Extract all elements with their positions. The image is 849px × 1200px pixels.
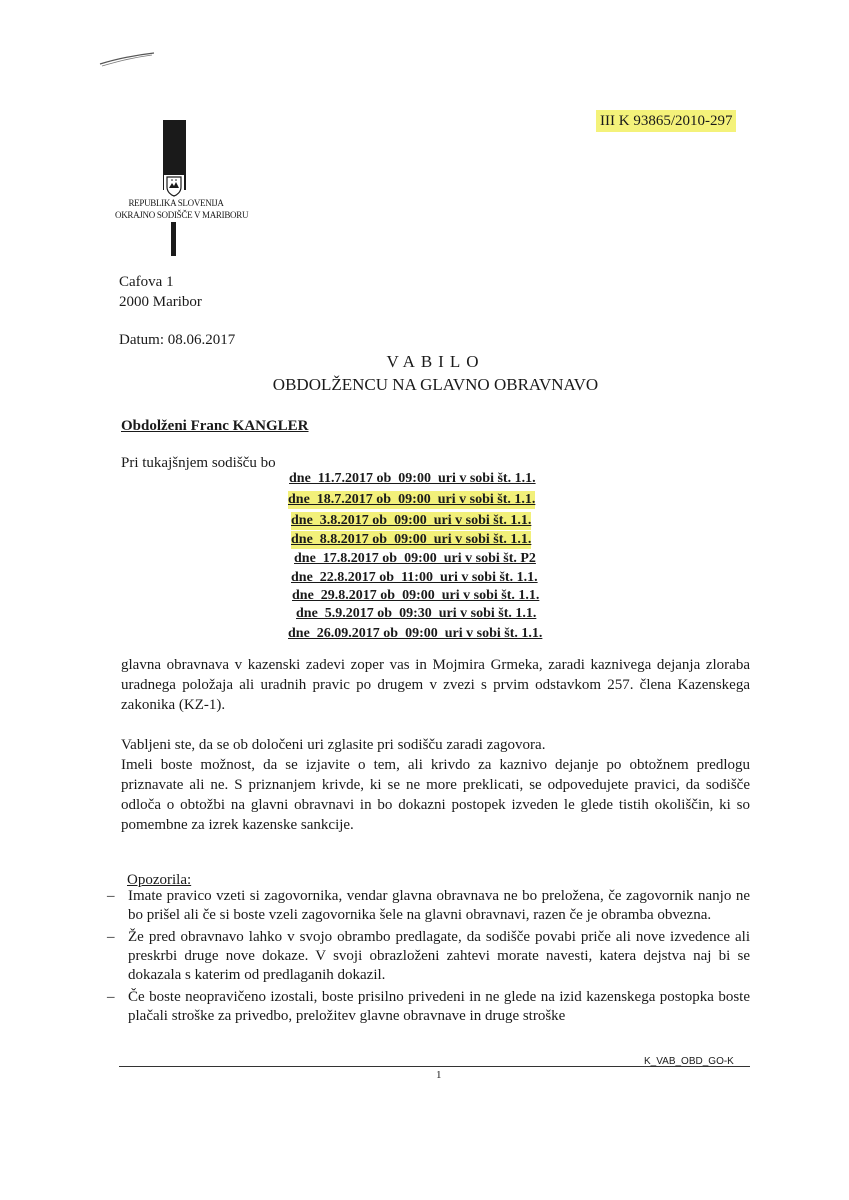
institution-line-2: OKRAJNO SODIŠČE V MARIBORU: [115, 210, 249, 220]
paragraph-charge-text: glavna obravnava v kazenski zadevi zoper vas in Mojmira Grmeka, zaradi kaznivega dejanja zloraba uradnega položaja ali uradnih pravic po drugem v zvezi s prvim odstavkom 257. člena Kazenskega zakonika (KZ-1).: [121, 657, 750, 713]
list-dash: –: [107, 888, 115, 904]
warning-item: [107, 988, 750, 1026]
hearing-entry-2: dne 18.7.2017 ob 09:00 uri v sobi št. 1.1.: [288, 492, 536, 507]
pen-stroke-mark: [98, 50, 158, 70]
document-date: Datum: 08.06.2017: [119, 332, 236, 348]
warning-item: [107, 887, 750, 925]
lead-sentence: Pri tukajšnjem sodišču bo: [121, 455, 276, 471]
hearing-entry-4: dne 8.8.2017 ob 09:00 uri v sobi št. 1.1.: [291, 532, 532, 547]
page-number: 1: [436, 1069, 442, 1081]
hearing-entry-9: dne 26.09.2017 ob 09:00 uri v sobi št. 1.1.: [288, 626, 543, 641]
address-city: 2000 Maribor: [119, 294, 202, 310]
title-line-1: VABILO: [386, 352, 485, 371]
hearing-entry-5: dne 17.8.2017 ob 09:00 uri v sobi št. P2: [294, 551, 536, 566]
paragraph-charge: [121, 655, 750, 715]
paragraph-plea-text: Imeli boste možnost, da se izjavite o tem, ali krivdo za kaznivo dejanje po obtožnem predlogu priznavate ali ne. S priznanjem krivde, ki se ne more preklicati, se odpovedujete pravici, da sodišče odloča o obtožbi na glavni obravnavi in bo dokazni postopek izveden le glede tistih okoliščin, ki so pomembne za izrek kazenske sankcije.: [121, 757, 750, 833]
paragraph-summons-text: Vabljeni ste, da se ob določeni uri zglasite pri sodišču zaradi zagovora.: [121, 737, 546, 753]
document-code: K_VAB_OBD_GO-K: [644, 1056, 734, 1067]
hearing-entry-7: dne 29.8.2017 ob 09:00 uri v sobi št. 1.1.: [292, 588, 540, 603]
warning-item: [107, 928, 750, 985]
court-logo-bar-lower: [171, 222, 176, 256]
court-address: [119, 272, 202, 312]
paragraph-summons: [121, 735, 750, 835]
warning-text: Že pred obravnavo lahko v svojo obrambo predlagate, da sodišče povabi priče ali nove izvedence ali preskrbi druge nove dokaze. V svoji obrazloženi zahtevi morate navesti, katera dejstva naj bi se dokazala s katerim od predlaganih dokazil.: [128, 929, 750, 983]
defendant-name: Obdolženi Franc KANGLER: [121, 418, 309, 434]
list-dash: –: [107, 989, 115, 1005]
hearing-entry-3: dne 3.8.2017 ob 09:00 uri v sobi št. 1.1.: [291, 513, 532, 528]
slovenia-crest-icon: [164, 175, 184, 197]
institution-line-1: REPUBLIKA SLOVENIJA: [128, 198, 224, 208]
hearing-entry-6: dne 22.8.2017 ob 11:00 uri v sobi št. 1.1.: [291, 570, 538, 585]
case-number: III K 93865/2010-297: [596, 110, 736, 132]
address-street: Cafova 1: [119, 274, 174, 290]
title-line-2: OBDOLŽENCU NA GLAVNO OBRAVNAVO: [272, 375, 599, 394]
document-title: [0, 350, 849, 396]
list-dash: –: [107, 929, 115, 945]
warnings-heading: Opozorila:: [127, 872, 192, 888]
institution-name: [115, 197, 249, 221]
hearing-entry-8: dne 5.9.2017 ob 09:30 uri v sobi št. 1.1.: [296, 606, 537, 621]
warnings-list: [107, 887, 750, 1029]
warning-text: Če boste neopravičeno izostali, boste prisilno privedeni in ne glede na izid kazenskega postopka boste plačali stroške za privedbo, preložitev glavne obravnave in druge stroške: [128, 989, 750, 1024]
hearing-entry-1: dne 11.7.2017 ob 09:00 uri v sobi št. 1.1.: [289, 471, 536, 486]
warning-text: Imate pravico vzeti si zagovornika, vendar glavna obravnava ne bo preložena, če zagovornik nanjo ne bo prišel ali če si boste vzeli zagovornika šele na glavni obravnavi, razen če je obramba obvezna.: [128, 888, 750, 923]
